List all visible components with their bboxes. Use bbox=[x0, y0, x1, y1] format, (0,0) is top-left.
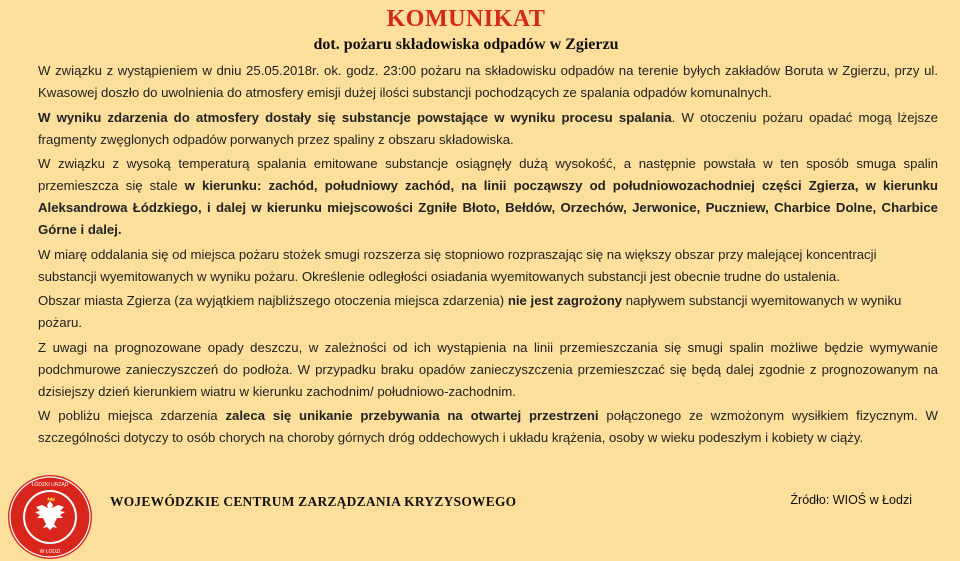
svg-text:W ŁODZI: W ŁODZI bbox=[39, 549, 61, 555]
paragraph-1: W związku z wystąpieniem w dniu 25.05.2018r. ok. godz. 23:00 pożaru na składowisku odpadów na terenie byłych zakładów Boruta w Zgierzu, przy ul. Kwasowej doszło do uwolnienia do atmosfery emisji dużej ilości substancji pochodzących ze spalania odpadów komunalnych. bbox=[38, 63, 938, 100]
page-title: KOMUNIKAT bbox=[386, 6, 546, 32]
paragraph-2: W wyniku zdarzenia do atmosfery dostały się substancje powstające w wyniku procesu spalania. W otoczeniu pożaru opadać mogą lżejsze fragmenty zwęglonych odpadów porwanych przez spaliny z obszaru składowiska. bbox=[38, 109, 938, 147]
announcement-body bbox=[38, 60, 938, 452]
page-subtitle: dot. pożaru składowiska odpadów w Zgierzu bbox=[313, 36, 619, 53]
paragraph-7: W pobliżu miejsca zdarzenia zaleca się unikanie przebywania na otwartej przestrzeni połączonego ze wzmożonym wysiłkiem fizycznym. W szczególności dotyczy to osób chorych na choroby górnych dróg oddechowych i układu krążenia, osoby w wieku podeszłym i kobiety w ciąży. bbox=[38, 408, 938, 445]
footer-organization: WOJEWÓDZKIE CENTRUM ZARZĄDZANIA KRYZYSOWEGO bbox=[110, 494, 517, 509]
paragraph-3: W związku z wysoką temperaturą spalania emitowane substancje osiągnęły dużą wysokość, a następnie powstała w ten sposób smuga spalin przemieszcza się stale w kierunku: zachód, południowy zachód, na linii począwszy od południowozachodniej części Zgierza, w kierunku Aleksandrowa Łódzkiego, i dalej w kierunku miejscowości Zgniłe Błoto, Bełdów, Orzechów, Jerwonice, Puczniew, Charbice Dolne, Charbice Górne i dalej. bbox=[38, 156, 938, 237]
paragraph-5: Obszar miasta Zgierza (za wyjątkiem najbliższego otoczenia miejsca zdarzenia) nie jest zagrożony napływem substancji wyemitowanych w wyniku pożaru. bbox=[38, 293, 902, 330]
svg-text:ŁÓDZKI URZĄD: ŁÓDZKI URZĄD bbox=[31, 482, 69, 488]
paragraph-4: W miarę oddalania się od miejsca pożaru stożek smugi rozszerza się stopniowo rozpraszając się na większy obszar przy malejącej koncentracji substancji wyemitowanych w wyniku pożaru. Określenie odległości osiadania wyemitowanych substancji jest obecnie trudne do ustalenia. bbox=[38, 246, 877, 284]
voivodeship-seal-icon bbox=[6, 473, 94, 561]
footer-source: Źródło: WIOŚ w Łodzi bbox=[790, 493, 912, 507]
paragraph-6: Z uwagi na prognozowane opady deszczu, w zależności od ich wystąpienia na linii przemieszczania się smugi spalin możliwe będzie wymywanie podchmurowe zanieczyszczeń do podłoża. W przypadku braku opadów zanieczyszczenia przemieszczać się będą dalej zgodnie z prognozowanym na dzisiejszy dzień kierunkiem wiatru w kierunku zachodnim/ południowo-zachodnim. bbox=[38, 339, 938, 399]
